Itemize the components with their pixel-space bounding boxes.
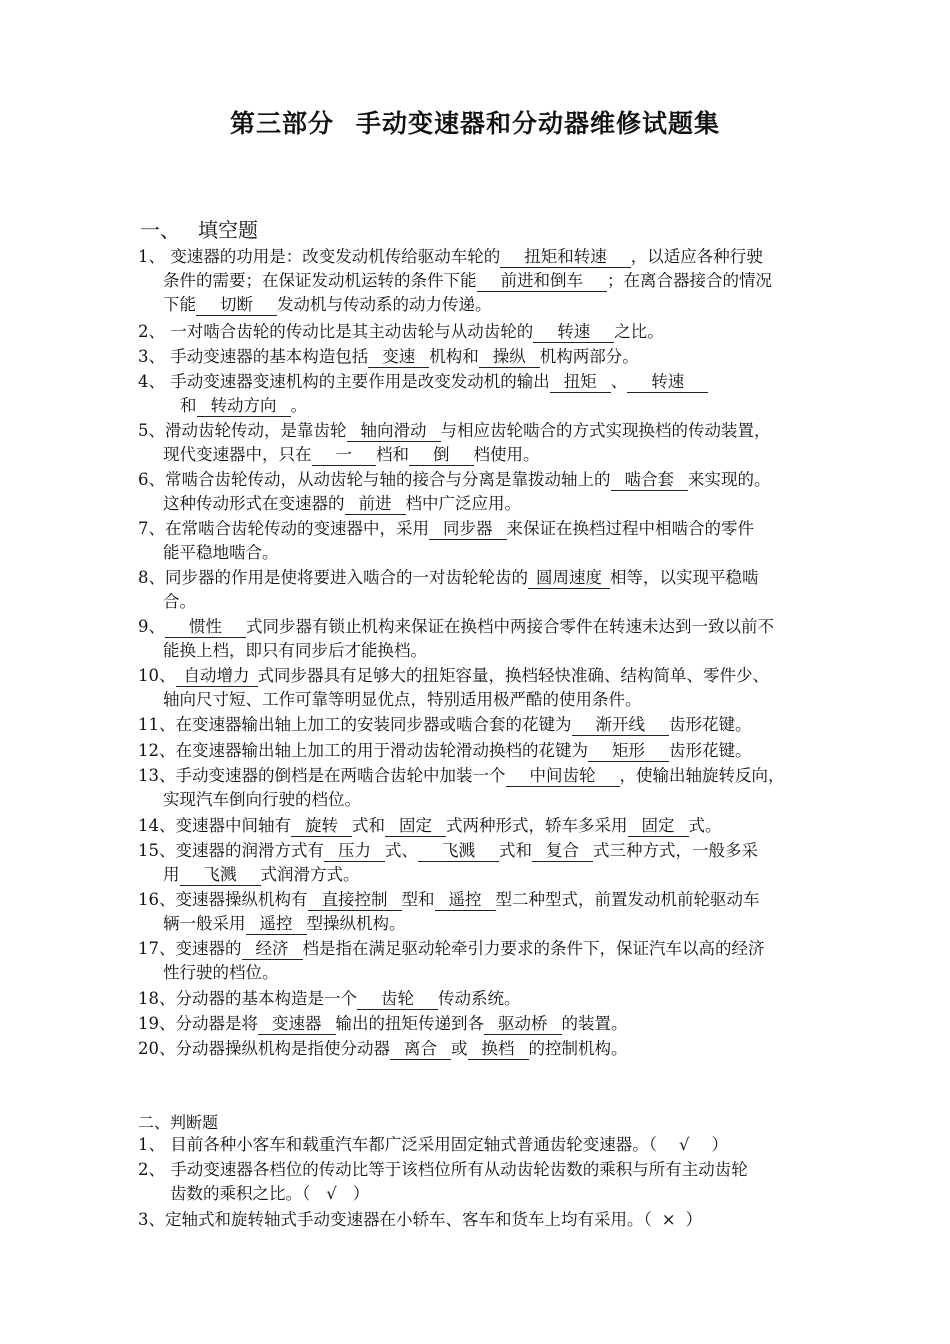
answer-blank: 前进 bbox=[345, 493, 406, 515]
section-number: 一、 bbox=[140, 218, 180, 242]
answer-blank: 直接控制 bbox=[308, 889, 402, 911]
question-12: 12、在变速器输出轴上加工的用于滑动齿轮滑动换档的花键为 矩形 齿形花键。 bbox=[138, 741, 752, 760]
question-20: 20、分动器操纵机构是指使分动器 离合 或 换档 的控制机构。 bbox=[138, 1039, 628, 1058]
answer-blank: 固定 bbox=[628, 815, 689, 837]
judge-question-1: 1、 目前各种小客车和载重汽车都广泛采用固定轴式普通齿轮变速器。（ √ ） bbox=[138, 1135, 729, 1154]
answer-blank: 轴向滑动 bbox=[347, 420, 441, 442]
title-part: 第三部分 bbox=[229, 109, 334, 138]
judge-question-2: 2、 手动变速器各档位的传动比等于该档位所有从动齿轮齿数的乘积与所有主动齿轮 齿数的乘积之比。（ √ ） bbox=[138, 1160, 748, 1203]
question-5: 5、滑动齿轮传动，是靠齿轮 轴向滑动 与相应齿轮啮合的方式实现换档的传动装置， 现代变速器中，只在 一 档和 倒 档使用。 bbox=[138, 421, 771, 464]
answer-blank: 惯性 bbox=[165, 616, 246, 638]
question-2: 2、 一对啮合齿轮的传动比是其主动齿轮与从动齿轮的 转速 之比。 bbox=[138, 322, 664, 341]
judge-question-3: 3、定轴式和旋转轴式手动变速器在小轿车、客车和货车上均有采用。（ × ） bbox=[138, 1210, 703, 1229]
answer-blank: 压力 bbox=[324, 840, 385, 862]
answer-blank: 遥控 bbox=[435, 889, 496, 911]
question-13: 13、手动变速器的倒档是在两啮合齿轮中加装一个 中间齿轮 ，使输出轴旋转反向， 实现汽车倒向行驶的档位。 bbox=[138, 766, 785, 809]
answer-blank: 飞溅 bbox=[180, 864, 261, 886]
question-10: 10、 自动增力 式同步器具有足够大的扭矩容量，换档轻快准确、结构简单、零件少、 轴向尺寸短、工作可靠等明显优点，特别适用极严酷的使用条件。 bbox=[138, 666, 769, 709]
section-label: 填空题 bbox=[198, 218, 258, 242]
answer-blank: 齿轮 bbox=[357, 988, 438, 1010]
answer-blank: 复合 bbox=[532, 840, 593, 862]
question-6: 6、常啮合齿轮传动，从动齿轮与轴的接合与分离是靠拨动轴上的 啮合套 来实现的。 这种传动形式在变速器的 前进 档中广泛应用。 bbox=[138, 470, 771, 513]
page-title bbox=[0, 104, 950, 140]
answer-blank: 遥控 bbox=[246, 913, 307, 935]
answer-blank: 变速 bbox=[368, 346, 429, 368]
judge-answer: √ bbox=[326, 1184, 337, 1203]
answer-blank: 渐开线 bbox=[572, 714, 670, 736]
answer-blank: 飞溅 bbox=[418, 840, 499, 862]
answer-blank: 中间齿轮 bbox=[506, 765, 620, 787]
section-heading-judge: 二、判断题 bbox=[138, 1113, 219, 1132]
answer-blank: 矩形 bbox=[588, 740, 669, 762]
answer-blank: 啮合套 bbox=[611, 469, 689, 491]
question-15: 15、变速器的润滑方式有 压力 式、 飞溅 式和 复合 式三种方式，一般多采 用 飞溅 式润滑方式。 bbox=[138, 841, 758, 884]
answer-blank: 转速 bbox=[533, 321, 614, 343]
title-name: 手动变速器和分动器维修试题集 bbox=[356, 109, 721, 138]
question-16: 16、变速器操纵机构有 直接控制 型和 遥控 型二种型式，前置发动机前轮驱动车 辆一般采用 遥控 型操纵机构。 bbox=[138, 890, 760, 933]
answer-blank: 旋转 bbox=[291, 815, 352, 837]
answer-blank: 固定 bbox=[385, 815, 446, 837]
answer-blank: 前进和倒车 bbox=[477, 270, 608, 292]
answer-blank: 离合 bbox=[390, 1038, 451, 1060]
question-18: 18、分动器的基本构造是一个 齿轮 传动系统。 bbox=[138, 989, 521, 1008]
answer-blank: 转动方向 bbox=[197, 395, 291, 417]
answer-blank: 换档 bbox=[468, 1038, 529, 1060]
answer-blank: 扭矩 bbox=[550, 371, 611, 393]
question-8: 8、同步器的作用是使将要进入啮合的一对齿轮轮齿的 圆周速度 相等，以实现平稳啮 合。 bbox=[138, 568, 759, 611]
answer-blank: 操纵 bbox=[479, 346, 540, 368]
answer-blank: 扭矩和转速 bbox=[500, 246, 631, 268]
answer-blank: 倒 bbox=[409, 444, 474, 466]
question-7: 7、在常啮合齿轮传动的变速器中，采用 同步器 来保证在换档过程中相啮合的零件 能平稳地啮合。 bbox=[138, 519, 754, 562]
judge-answer: √ bbox=[679, 1135, 690, 1154]
answer-blank: 经济 bbox=[242, 938, 303, 960]
question-3: 3、 手动变速器的基本构造包括 变速 机构和 操纵 机构两部分。 bbox=[138, 347, 639, 366]
answer-blank: 切断 bbox=[196, 294, 277, 316]
question-9: 9、 惯性 式同步器有锁止机构来保证在换档中两接合零件在转速未达到一致以前不 能换上档，即只有同步后才能换档。 bbox=[138, 617, 774, 660]
question-11: 11、在变速器输出轴上加工的安装同步器或啮合套的花键为 渐开线 齿形花键。 bbox=[138, 715, 752, 734]
question-14: 14、变速器中间轴有 旋转 式和 固定 式两种形式，轿车多采用 固定 式。 bbox=[138, 816, 722, 835]
question-19: 19、分动器是将 变速器 输出的扭矩传递到各 驱动桥 的装置。 bbox=[138, 1014, 628, 1033]
question-17: 17、变速器的 经济 档是指在满足驱动轮牵引力要求的条件下，保证汽车以高的经济 性行驶的档位。 bbox=[138, 939, 765, 982]
answer-blank: 圆周速度 bbox=[528, 567, 610, 589]
answer-blank: 一 bbox=[312, 444, 377, 466]
answer-blank: 驱动桥 bbox=[484, 1013, 562, 1035]
judge-answer: × bbox=[661, 1210, 676, 1229]
question-4: 4、 手动变速器变速机构的主要作用是改变发动机的输出 扭矩 、 转速 和 转动方向 。 bbox=[138, 370, 870, 418]
answer-blank: 变速器 bbox=[258, 1013, 336, 1035]
answer-blank: 同步器 bbox=[429, 518, 507, 540]
answer-blank: 转速 bbox=[627, 371, 708, 393]
section-heading-fill bbox=[140, 214, 258, 243]
question-1: 1、 变速器的功用是：改变发动机传给驱动车轮的 扭矩和转速 ，以适应各种行驶 条件的需要；在保证发动机运转的条件下能 前进和倒车 ；在离合器接合的情况 下能 切断 发动机与传动系的动力传递。 bbox=[138, 247, 772, 314]
answer-blank: 自动增力 bbox=[176, 665, 258, 687]
